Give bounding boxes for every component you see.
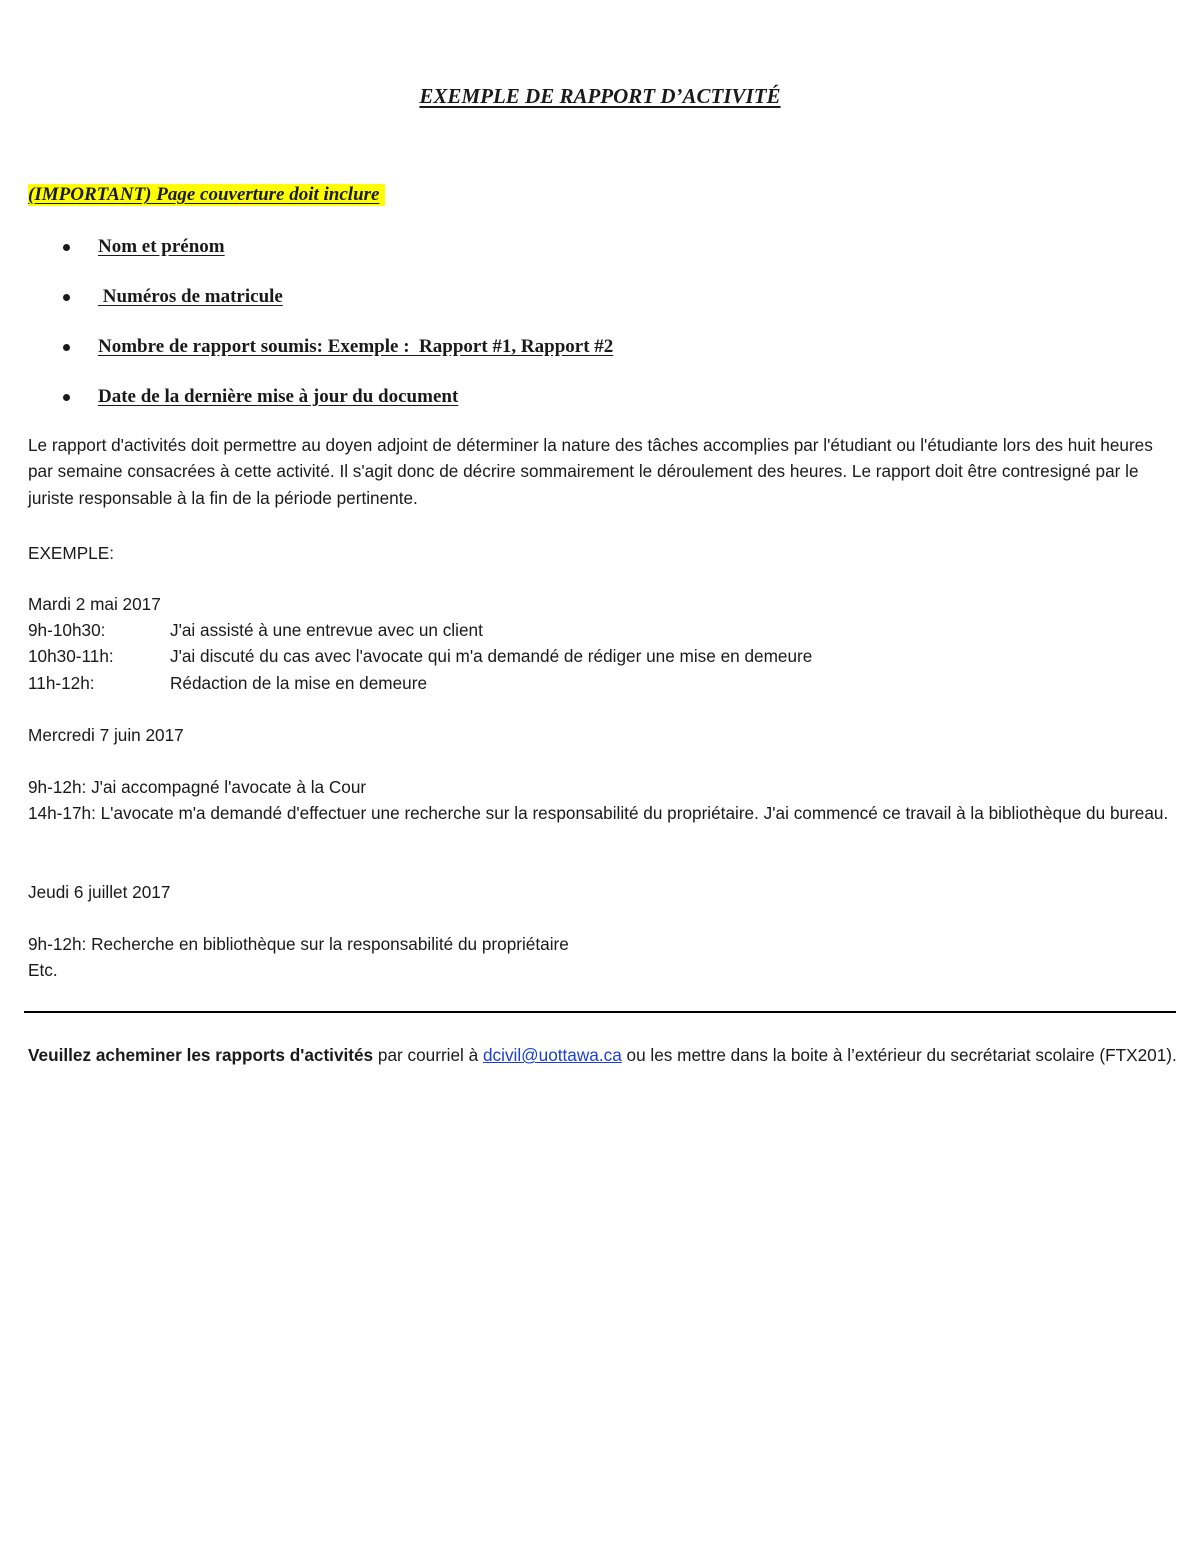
list-item bbox=[60, 232, 613, 282]
list-item-text: Nombre de rapport soumis: Exemple : Rapport #1, Rapport #2 bbox=[98, 336, 614, 357]
list-item-text: Numéros de matricule bbox=[98, 286, 283, 307]
example-label: EXEMPLE: bbox=[28, 543, 114, 563]
day1-schedule bbox=[28, 617, 812, 696]
schedule-row bbox=[28, 617, 812, 643]
day2-date: Mercredi 7 juin 2017 bbox=[28, 725, 184, 745]
list-item bbox=[60, 382, 613, 432]
intro-paragraph: Le rapport d'activités doit permettre au doyen adjoint de déterminer la nature des tâches accomplies par l'étudiant ou l'étudiante lors des huit heures par semaine consacrées à cette activité. Il s'agit donc de décrire sommairement le déroulement des heures. Le rapport doit être contresigné par le juriste responsable à la fin de la période pertinente. bbox=[28, 435, 1153, 508]
important-heading: (IMPORTANT) Page couverture doit inclure bbox=[28, 184, 385, 206]
document-title: EXEMPLE DE RAPPORT D’ACTIVITÉ bbox=[419, 84, 781, 108]
schedule-time: 11h-12h: bbox=[28, 672, 95, 693]
day1-date: Mardi 2 mai 2017 bbox=[28, 594, 161, 614]
day3-date: Jeudi 6 juillet 2017 bbox=[28, 882, 171, 902]
list-item bbox=[60, 282, 613, 332]
horizontal-divider bbox=[24, 1011, 1176, 1013]
schedule-text: J'ai discuté du cas avec l'avocate qui m'a demandé de rédiger une mise en demeure bbox=[170, 646, 813, 667]
day2-entry-a: 9h-12h: J'ai accompagné l'avocate à la Cour bbox=[28, 777, 367, 797]
schedule-text: J'ai assisté à une entrevue avec un client bbox=[170, 620, 483, 640]
email-link[interactable]: dcivil@uottawa.ca bbox=[482, 1045, 622, 1065]
etc-text: Etc. bbox=[28, 960, 58, 980]
footer-note bbox=[28, 1040, 1178, 1070]
footer-bold-text: Veuillez acheminer les rapports d'activités bbox=[28, 1045, 374, 1065]
schedule-time: 10h30-11h: bbox=[28, 646, 114, 667]
bullet-icon bbox=[63, 344, 70, 351]
list-item bbox=[60, 332, 613, 382]
schedule-text: Rédaction de la mise en demeure bbox=[170, 672, 428, 693]
footer-text-after-link: ou les mettre dans la boite à l’extérieur du secrétariat scolaire (FTX201). bbox=[621, 1045, 1177, 1065]
bullet-icon bbox=[63, 294, 70, 301]
footer-text-before-link: par courriel à bbox=[373, 1045, 483, 1065]
schedule-row bbox=[28, 643, 812, 669]
cover-requirements-list bbox=[60, 232, 613, 432]
list-item-text: Date de la dernière mise à jour du document bbox=[98, 386, 459, 407]
day2-entry-b: 14h-17h: L'avocate m'a demandé d'effectuer une recherche sur la responsabilité du propriétaire. J'ai commencé ce travail à la bibliothèque du bureau. bbox=[28, 803, 1169, 823]
list-item-text: Nom et prénom bbox=[98, 236, 225, 257]
day3-entry: 9h-12h: Recherche en bibliothèque sur la responsabilité du propriétaire bbox=[28, 934, 569, 954]
bullet-icon bbox=[63, 394, 70, 401]
schedule-time: 9h-10h30: bbox=[28, 620, 106, 640]
bullet-icon bbox=[63, 244, 70, 251]
schedule-row bbox=[28, 670, 812, 696]
